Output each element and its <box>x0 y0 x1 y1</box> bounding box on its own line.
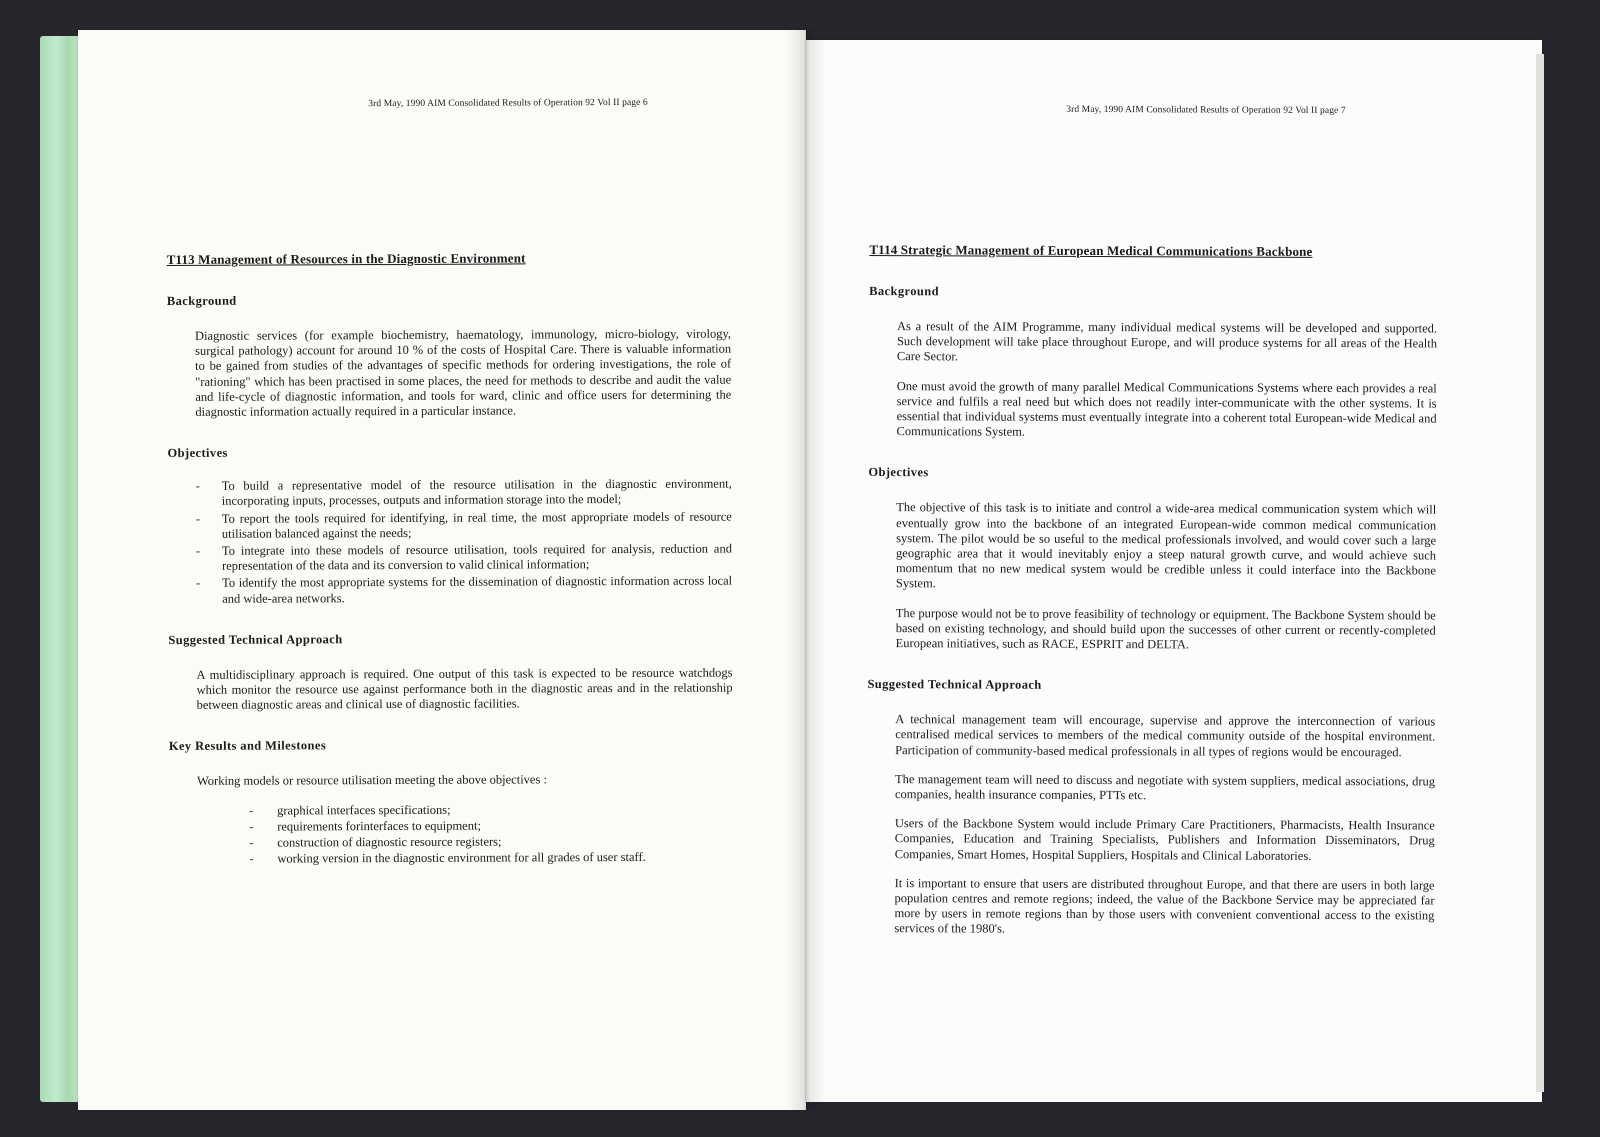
milestone-item: - working version in the diagnostic environment for all grades of user staff. <box>247 850 733 867</box>
milestone-item: - graphical interfaces specifications; <box>247 801 733 818</box>
left-task-title: T113 Management of Resources in the Diagnostic Environment <box>166 250 526 267</box>
right-approach-heading: Suggested Technical Approach <box>867 677 1042 693</box>
right-page-edges <box>1536 54 1544 1092</box>
right-approach-paragraph: The management team will need to discuss and negotiate with system suppliers, medical associations, drug companies, health insurance companies, PTTs etc. <box>894 771 1436 803</box>
objective-item: - To build a representative model of the resource utilisation in the diagnostic environment, incorporating inputs, processes, outputs and information storage into the model; <box>194 477 732 510</box>
right-background-heading: Background <box>869 283 939 299</box>
objective-item: - To integrate into these models of resource utilisation, tools required for analysis, reduction and representation of the data and its conversion to valid clinical information; <box>194 542 732 575</box>
left-objectives-list <box>168 477 733 607</box>
objective-item: - To report the tools required for identifying, in real time, the most appropriate models of resource utilisation balanced against the needs; <box>194 509 732 542</box>
right-approach-paragraph: It is important to ensure that users are distributed throughout Europe, and that there are users in both large population centres and remote regions; indeed, the value of the Backbone Service may be appreciated far more by users in remote regions than by those users with convenient conventional access to the existing services of the 1980's. <box>894 875 1435 937</box>
left-page <box>78 30 806 1110</box>
milestone-item: - construction of diagnostic resource registers; <box>247 834 733 851</box>
left-running-header: 3rd May, 1990 AIM Consolidated Results of Operation 92 Vol II page 6 <box>368 97 648 110</box>
left-approach-text: A multidisciplinary approach is required. One output of this task is expected to be resource watchdogs which monitor the resource use against performance both in the diagnostic areas and in the relationship between diagnostic areas and clinical use of diagnostic facilities. <box>196 665 733 713</box>
right-background-paragraph: One must avoid the growth of many parallel Medical Communications Systems where each provides a real service and fulfils a real need but which does not readily inter-communicate with the other systems. It is essential that individual systems must eventually integrate into a coherent total European-wide Medical and Communications System. <box>896 378 1437 439</box>
green-page-edges <box>40 36 80 1102</box>
left-key-results-heading: Key Results and Milestones <box>168 738 327 754</box>
right-background-paragraph: As a result of the AIM Programme, many individual medical systems will be developed and supported. Such development will take place throughout Europe, and will produce systems for all areas of the Health Care Sector. <box>896 319 1438 364</box>
right-approach-paragraph: A technical management team will encourage, supervise and approve the interconnection of various centralised medical services to members of the medical community outside of the hospital environment. Participation of community-based medical professionals in all types of regions would be encouraged. <box>895 712 1436 759</box>
left-key-results-intro: Working models or resource utilisation meeting the above objectives : <box>196 772 547 789</box>
milestone-item: - requirements forinterfaces to equipment; <box>247 817 733 834</box>
right-objectives-paragraph: The purpose would not be to prove feasibility of technology or equipment. The Backbone System should be based on existing technology, and should build upon the successes of other current or recently-completed European initiatives, such as RACE, ESPRIT and DELTA. <box>895 605 1436 652</box>
left-page-content <box>166 98 733 869</box>
left-approach-heading: Suggested Technical Approach <box>168 632 343 647</box>
right-task-title: T114 Strategic Management of European Medical Communications Backbone <box>869 241 1313 259</box>
right-running-header: 3rd May, 1990 AIM Consolidated Results of Operation 92 Vol II page 7 <box>1066 104 1346 117</box>
left-milestones-list <box>169 801 733 867</box>
objective-item: - To identify the most appropriate systems for the dissemination of diagnostic information across local and wide-area networks. <box>194 574 732 607</box>
right-page <box>806 40 1542 1102</box>
left-background-text: Diagnostic services (for example biochemistry, haematology, immunology, micro-biology, virology, surgical pathology) account for around 10 % of the costs of Hospital Care. There is valuable information to be gained from studies of the advantages of specific methods for ordering investigations, the role of "rationing" which has been practised in some places, the need for methods to describe and audit the value and life-cycle of diagnostic information, and tools for ward, clinic and office users for determining the diagnostic information actually required in a particular instance. <box>194 326 732 419</box>
left-background-heading: Background <box>166 293 237 308</box>
right-page-content <box>866 104 1438 939</box>
right-objectives-heading: Objectives <box>868 465 929 480</box>
right-objectives-paragraph: The objective of this task is to initiate and control a wide-area medical communication system which will eventually grow into the backbone of an integrated European-wide common medical communication system. The pilot would be so useful to the medical professionals involved, and would cover such a large geographic area that it would inevitably enjoy a steep natural growth curve, and would achieve such momentum that no new medical system would be credible unless it could interface into the Backbone System. <box>895 500 1437 591</box>
left-objectives-heading: Objectives <box>167 445 228 461</box>
right-approach-paragraph: Users of the Backbone System would include Primary Care Practitioners, Pharmacists, Health Insurance Companies, Education and Training Specialists, Publishers and Information Disseminators, Drug Companies, Smart Homes, Hospital Suppliers, Hospitals and Clinical Laboratories. <box>894 816 1435 863</box>
